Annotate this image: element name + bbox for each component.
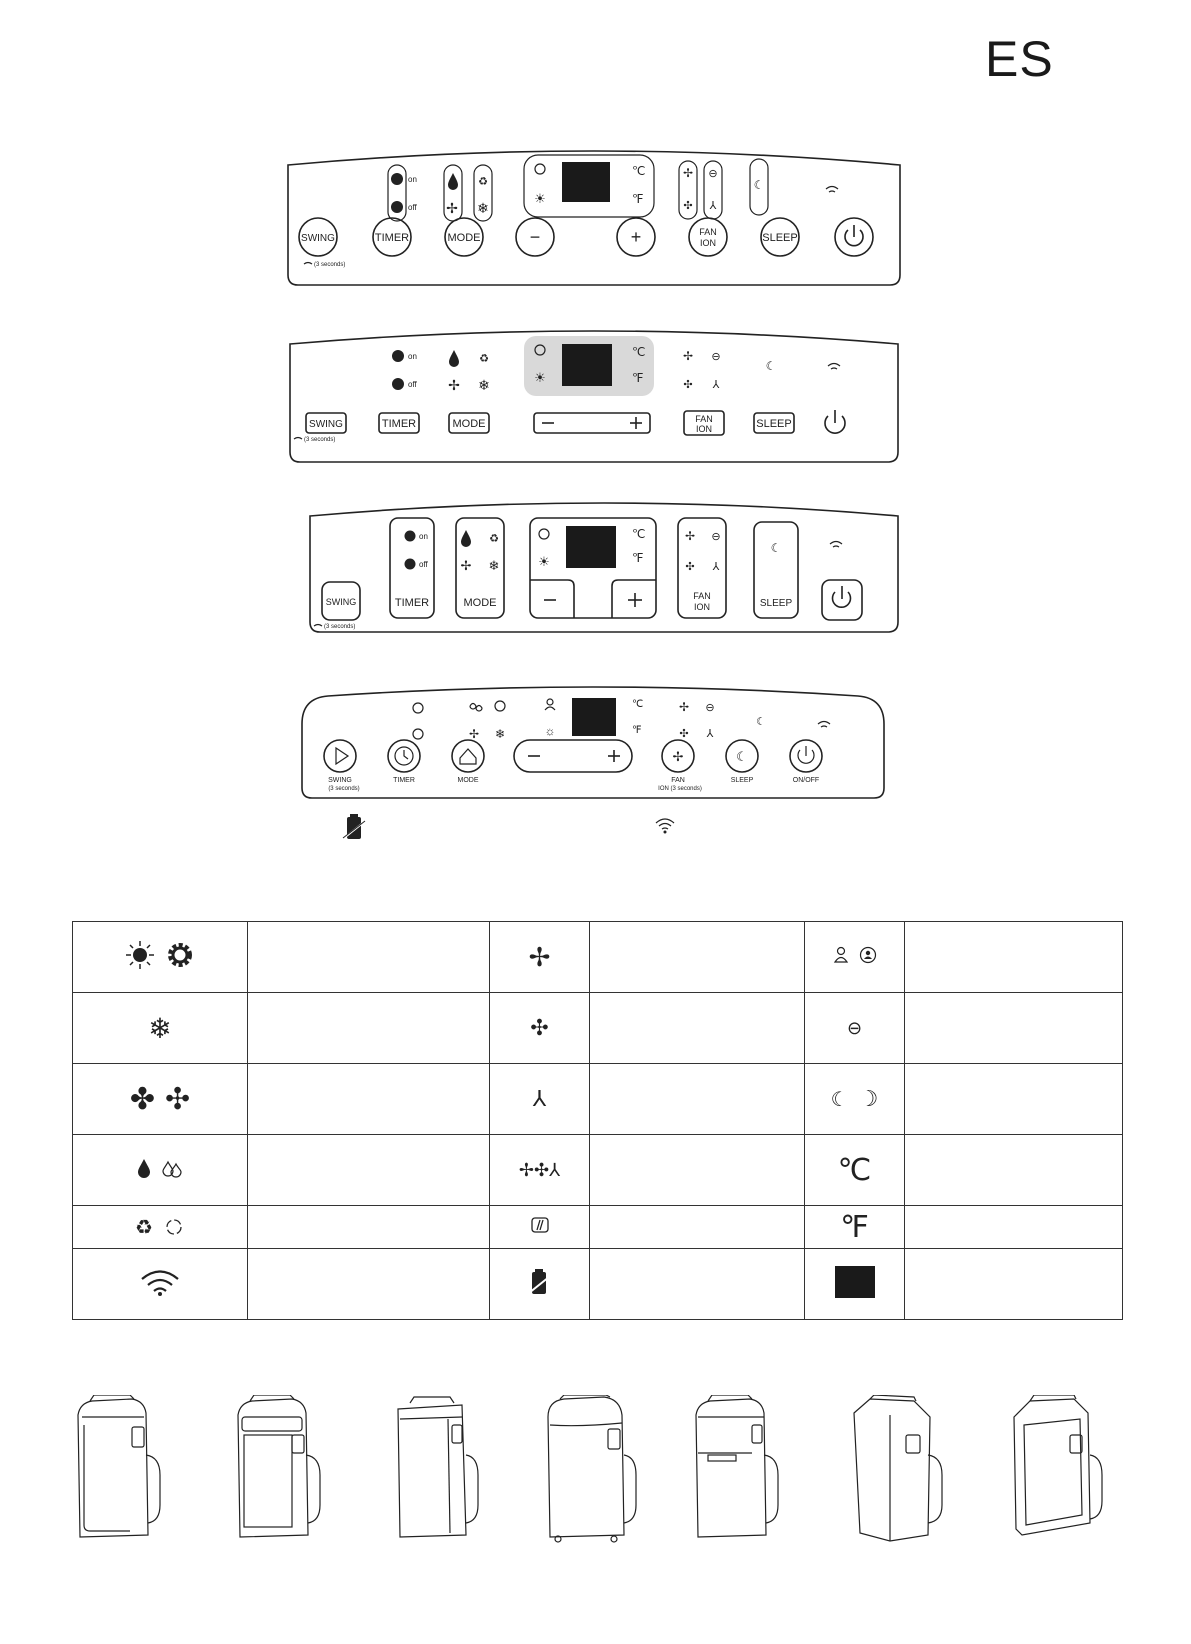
legend-desc [590, 1135, 805, 1206]
ac-unit-illustration [232, 1395, 324, 1545]
svg-text:✣: ✣ [683, 379, 693, 391]
fan-high-icon: ✢ [528, 941, 551, 972]
svg-text:⊖: ⊖ [711, 351, 721, 363]
table-row [73, 1249, 1123, 1320]
svg-text:SLEEP: SLEEP [730, 777, 754, 784]
plus-button-3[interactable] [612, 580, 656, 618]
svg-text:SWING: SWING [301, 233, 335, 244]
table-row [73, 993, 1123, 1064]
svg-text:SLEEP: SLEEP [762, 232, 798, 244]
timer-button-2[interactable] [379, 413, 419, 433]
svg-text:off: off [408, 380, 417, 389]
svg-text:⅄: ⅄ [706, 728, 714, 740]
svg-text:✢: ✢ [682, 349, 694, 363]
svg-text:ON/OFF: ON/OFF [792, 777, 820, 784]
svg-text:on: on [408, 352, 417, 361]
ac-unit-illustration [1008, 1395, 1104, 1545]
cool-mode-icon: ❄ [477, 200, 489, 216]
svg-text:☾: ☾ [756, 716, 766, 728]
fan-solid-icon: ✤ [129, 1082, 155, 1116]
svg-text:℃: ℃ [632, 345, 646, 359]
svg-text:℃: ℃ [632, 699, 644, 710]
svg-text:MODE: MODE [457, 777, 479, 784]
timer-off-label: off [408, 203, 417, 212]
language-code: ES [985, 31, 1054, 87]
water-tank-icon [527, 1267, 553, 1297]
svg-text:⊖: ⊖ [711, 531, 721, 543]
icon-legend-table [72, 921, 1123, 1320]
mode-button[interactable] [445, 218, 483, 256]
ac-unit-illustration [850, 1395, 946, 1545]
svg-text:TIMER: TIMER [393, 777, 415, 784]
svg-text:☼: ☼ [544, 724, 556, 738]
fan-outline-icon: ✣ [165, 1082, 191, 1116]
svg-text:(3 seconds): (3 seconds) [328, 786, 360, 792]
person-circle-icon [859, 946, 877, 964]
swing-hold-note: (3 seconds) [314, 262, 346, 268]
product-models [0, 1395, 1191, 1555]
control-panel-2 [286, 326, 902, 466]
svg-text:(3 seconds): (3 seconds) [324, 624, 356, 630]
svg-text:✢: ✢ [460, 558, 472, 573]
sleep-button[interactable] [761, 218, 799, 256]
svg-text:✢: ✢ [448, 377, 460, 393]
power-button-2[interactable] [825, 410, 845, 433]
table-row [73, 1206, 1123, 1249]
svg-text:SWING: SWING [309, 419, 343, 430]
svg-text:☀: ☀ [534, 191, 546, 206]
svg-text:ION (3 seconds): ION (3 seconds) [658, 786, 702, 792]
auto-icon: ♻ [135, 1216, 153, 1239]
fahrenheit-label: ℉ [632, 192, 644, 206]
auto-mode-icon: ♻ [478, 176, 488, 188]
svg-text:SLEEP: SLEEP [756, 418, 792, 430]
svg-text:off: off [419, 560, 428, 569]
ac-unit-illustration [392, 1395, 484, 1545]
control-panel-3 [306, 500, 902, 640]
legend-desc [590, 922, 805, 993]
fan-medium-icon: ✣ [530, 1015, 549, 1040]
svg-text:☀: ☀ [538, 554, 550, 569]
drop-outline-icon [161, 1158, 183, 1178]
svg-text:SLEEP: SLEEP [759, 598, 793, 609]
legend-desc [248, 1206, 490, 1249]
legend-desc [248, 1249, 490, 1320]
legend-desc [905, 1064, 1123, 1135]
table-row [73, 1135, 1123, 1206]
svg-text:❄: ❄ [494, 727, 506, 741]
svg-text:MODE: MODE [452, 418, 486, 430]
svg-text:⊖: ⊖ [705, 702, 715, 714]
control-panel-1 [284, 145, 904, 290]
svg-text:ION: ION [693, 602, 711, 612]
svg-text:✢: ✢ [682, 166, 694, 180]
gear-icon [165, 940, 195, 970]
mode-button-4[interactable] [452, 740, 484, 784]
svg-text:℉: ℉ [632, 371, 644, 385]
svg-text:FAN: FAN [695, 414, 713, 424]
svg-text:on: on [419, 532, 428, 541]
timer-button-4[interactable] [388, 740, 420, 784]
svg-text:☾: ☾ [765, 359, 777, 373]
svg-text:✢: ✢ [678, 700, 690, 714]
drop-solid-icon [137, 1158, 151, 1178]
fan-ion-button[interactable] [689, 218, 727, 256]
swing-button-4[interactable] [324, 740, 360, 792]
legend-desc [590, 1249, 805, 1320]
svg-text:FAN: FAN [693, 591, 711, 601]
svg-text:SWING: SWING [328, 777, 352, 784]
legend-desc [590, 1064, 805, 1135]
sleep-moon-icon: ☾ [830, 1088, 849, 1111]
svg-text:℉: ℉ [632, 551, 644, 565]
ac-unit-illustration [72, 1395, 164, 1545]
sleep-button-2[interactable] [754, 413, 794, 433]
svg-text:✣: ✣ [683, 200, 693, 212]
timer-on-label: on [408, 175, 417, 184]
sun-icon [125, 940, 155, 970]
svg-text:✣: ✣ [685, 561, 695, 573]
timer-button[interactable] [373, 218, 411, 256]
celsius-label: ℃ [632, 164, 646, 178]
ac-unit-illustration [540, 1395, 640, 1545]
auto-outline-icon [163, 1216, 185, 1238]
sleep-button-3[interactable] [754, 522, 798, 618]
fan-ion-button-2[interactable] [684, 411, 724, 435]
sleep-button-4[interactable] [726, 740, 758, 784]
svg-text:☀: ☀ [534, 370, 546, 385]
ac-unit-illustration [690, 1395, 782, 1545]
legend-desc [905, 1206, 1123, 1249]
ion-icon: ⊖ [846, 1017, 863, 1038]
svg-text:❄: ❄ [478, 377, 490, 393]
svg-text:℉: ℉ [632, 725, 642, 736]
svg-text:☾: ☾ [770, 541, 782, 555]
svg-text:⅄: ⅄ [709, 200, 717, 212]
svg-text:MODE: MODE [447, 232, 481, 244]
swing-button-3[interactable] [322, 582, 360, 620]
legend-desc [248, 1135, 490, 1206]
legend-desc [248, 1064, 490, 1135]
table-row [73, 922, 1123, 993]
fan-all-speeds-icon: ✢✣⅄ [518, 1159, 561, 1180]
svg-text:FAN: FAN [671, 777, 685, 784]
svg-text:☾: ☾ [736, 749, 748, 764]
water-tank-icon [342, 812, 368, 847]
svg-text:−: − [529, 227, 541, 247]
legend-desc [248, 922, 490, 993]
legend-desc [905, 922, 1123, 993]
minus-button[interactable] [516, 218, 554, 256]
svg-text:+: + [630, 227, 642, 247]
svg-text:☾: ☾ [753, 178, 765, 192]
fan-low-icon: ⅄ [532, 1086, 547, 1111]
sleep-moon-outline-icon: ☽ [858, 1086, 879, 1111]
mode-button-2[interactable] [449, 413, 489, 433]
svg-text:ION: ION [699, 238, 717, 248]
fan-button-4[interactable] [658, 740, 702, 792]
legend-desc [905, 993, 1123, 1064]
control-panel-4 [298, 684, 888, 804]
svg-text:SWING: SWING [325, 597, 357, 607]
svg-text:⅄: ⅄ [712, 379, 720, 391]
svg-text:TIMER: TIMER [394, 597, 430, 609]
plus-button[interactable] [617, 218, 655, 256]
table-row [73, 1064, 1123, 1135]
svg-text:♻: ♻ [489, 533, 499, 545]
svg-text:⊖: ⊖ [708, 168, 718, 180]
temp-rocker-4[interactable] [514, 740, 632, 772]
svg-text:℃: ℃ [632, 527, 646, 541]
wifi-icon [654, 816, 676, 839]
celsius-symbol: ℃ [837, 1153, 872, 1187]
svg-text:TIMER: TIMER [381, 418, 417, 430]
person-icon [833, 946, 849, 964]
svg-text:ION: ION [695, 424, 713, 434]
svg-text:✢: ✢ [468, 727, 480, 741]
svg-text:❄: ❄ [488, 558, 500, 573]
legend-desc [248, 993, 490, 1064]
display-icon [835, 1266, 875, 1298]
minus-button-3[interactable] [530, 580, 574, 618]
fahrenheit-symbol: ℉ [840, 1210, 869, 1244]
legend-desc [590, 1206, 805, 1249]
swing-button[interactable] [299, 218, 337, 256]
legend-desc [905, 1135, 1123, 1206]
onoff-button-4[interactable] [790, 740, 822, 784]
wifi-icon [138, 1267, 182, 1297]
svg-text:(3 seconds): (3 seconds) [304, 437, 336, 443]
power-button[interactable] [835, 218, 873, 256]
legend-desc [905, 1249, 1123, 1320]
swing-button-2[interactable] [306, 413, 346, 433]
svg-text:✣: ✣ [679, 728, 689, 740]
fan-mode-icon: ✢ [446, 200, 458, 216]
snowflake-icon: ❄ [148, 1012, 172, 1044]
svg-text:✢: ✢ [672, 749, 684, 764]
svg-text:FAN: FAN [699, 227, 717, 237]
svg-text:TIMER: TIMER [374, 232, 410, 244]
svg-text:✢: ✢ [684, 529, 696, 543]
svg-text:♻: ♻ [479, 353, 489, 365]
svg-text:MODE: MODE [463, 597, 497, 609]
power-button-3[interactable] [822, 580, 862, 620]
legend-desc [590, 993, 805, 1064]
filter-icon [531, 1217, 549, 1233]
temp-rocker-2[interactable] [534, 413, 650, 433]
svg-text:⅄: ⅄ [712, 561, 720, 573]
